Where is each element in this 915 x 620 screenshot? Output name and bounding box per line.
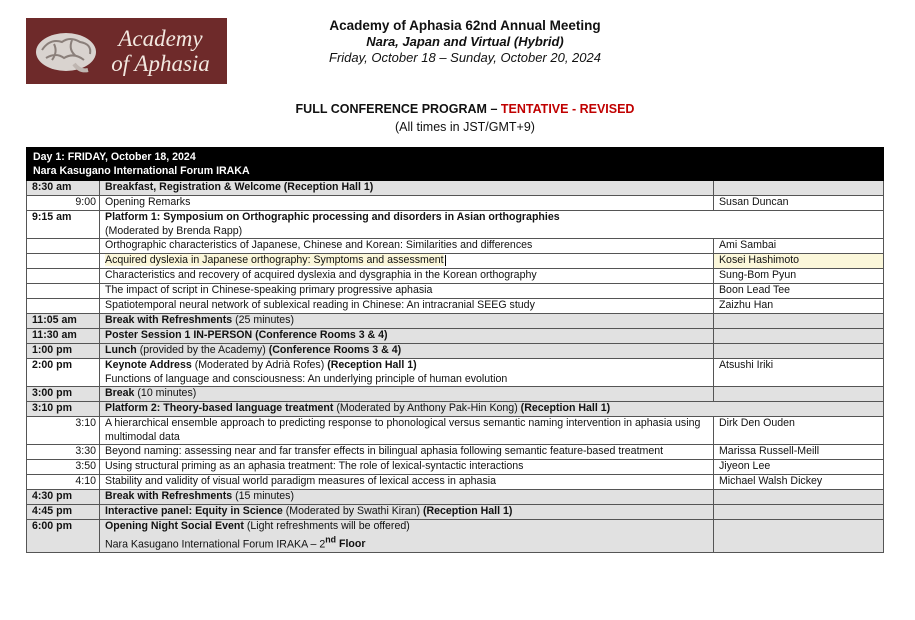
- row-moderator: (Moderated by Swathi Kiran): [282, 505, 423, 517]
- row-time: 3:10 pm: [27, 402, 100, 417]
- row-time: 4:30 pm: [27, 490, 100, 505]
- row-presenter: [713, 490, 883, 505]
- talk-presenter: Zaizhu Han: [713, 299, 883, 314]
- talk-presenter: Dirk Den Ouden: [713, 417, 883, 445]
- row-venue: Nara Kasugano International Forum IRAKA – 2: [105, 538, 326, 551]
- day-header-row: [27, 148, 884, 181]
- row-title: Keynote Address: [105, 359, 192, 371]
- row-note: (25 minutes): [232, 314, 294, 326]
- row-title: Break with Refreshments: [105, 314, 233, 326]
- talk-title: A hierarchical ensemble approach to predicting response to phonological versus semantic naming intervention in aphasia using multimodal data: [100, 417, 714, 445]
- row-time: 3:50: [27, 460, 100, 475]
- row-note: (provided by the Academy): [136, 344, 269, 356]
- schedule-row: [27, 344, 884, 359]
- talk-title: Acquired dyslexia in Japanese orthography: Symptoms and assessment: [105, 254, 444, 266]
- row-title: Opening Remarks: [100, 196, 714, 211]
- row-desc: [100, 402, 884, 417]
- row-time: 11:05 am: [27, 314, 100, 329]
- row-time: 3:30: [27, 445, 100, 460]
- row-presenter: Susan Duncan: [713, 196, 883, 211]
- talk-row: [27, 254, 884, 269]
- talk-presenter: Marissa Russell-Meill: [713, 445, 883, 460]
- row-presenter: [713, 505, 883, 520]
- row-time: 11:30 am: [27, 329, 100, 344]
- meeting-location: Nara, Japan and Virtual (Hybrid): [366, 34, 564, 49]
- row-room: (Reception Hall 1): [520, 402, 611, 414]
- talk-presenter: Sung-Bom Pyun: [713, 269, 883, 284]
- row-presenter: [713, 520, 883, 553]
- meeting-header: [300, 18, 630, 66]
- row-moderator: (Moderated by Anthony Pak-Hin Kong): [333, 402, 521, 414]
- talk-title: The impact of script in Chinese-speaking primary progressive aphasia: [100, 284, 714, 299]
- talk-title: Beyond naming: assessing near and far transfer effects in bilingual aphasia following semantic feature-based treatment: [100, 445, 714, 460]
- day-header: [27, 148, 884, 181]
- row-desc: [100, 211, 884, 239]
- row-presenter: [713, 181, 883, 196]
- talk-presenter: Ami Sambai: [713, 239, 883, 254]
- row-time: 2:00 pm: [27, 359, 100, 387]
- row-venue-end: Floor: [336, 538, 366, 551]
- meeting-title: Academy of Aphasia 62nd Annual Meeting: [329, 18, 601, 33]
- row-note: (10 minutes): [134, 387, 197, 399]
- schedule-row: [27, 181, 884, 196]
- row-time: [27, 284, 100, 299]
- row-desc: [100, 359, 714, 387]
- row-title: Platform 1: Symposium on Orthographic processing and disorders in Asian orthographies: [105, 211, 560, 223]
- row-time: [27, 299, 100, 314]
- row-presenter: [713, 387, 883, 402]
- talk-presenter: Kosei Hashimoto: [713, 254, 883, 269]
- row-desc: [100, 387, 714, 402]
- talk-row: [27, 460, 884, 475]
- row-presenter: [713, 344, 883, 359]
- row-time: 8:30 am: [27, 181, 100, 196]
- row-time: 9:00: [27, 196, 100, 211]
- row-desc: [100, 344, 714, 359]
- talk-presenter: Boon Lead Tee: [713, 284, 883, 299]
- text-cursor: [445, 255, 446, 266]
- row-room: (Reception Hall 1): [327, 359, 417, 371]
- row-title: Breakfast, Registration & Welcome (Reception Hall 1): [105, 181, 374, 193]
- schedule-row: [27, 329, 884, 344]
- row-venue-sup: nd: [325, 534, 337, 545]
- schedule-row: [27, 505, 884, 520]
- row-presenter: [713, 314, 883, 329]
- talk-row: [27, 299, 884, 314]
- talk-presenter: Jiyeon Lee: [713, 460, 883, 475]
- row-time: 6:00 pm: [27, 520, 100, 553]
- row-time: 3:00 pm: [27, 387, 100, 402]
- row-moderator: (Moderated by Brenda Rapp): [105, 224, 243, 237]
- row-desc: [100, 314, 714, 329]
- brain-icon: [34, 30, 98, 74]
- schedule-row: [27, 211, 884, 239]
- schedule-row: [27, 196, 884, 211]
- row-title: Platform 2: Theory-based language treatment: [105, 402, 334, 414]
- row-desc: [100, 181, 714, 196]
- talk-row: [27, 269, 884, 284]
- row-presenter: Atsushi Iriki: [713, 359, 883, 387]
- row-title: Break with Refreshments: [105, 490, 233, 502]
- row-title: Interactive panel: Equity in Science: [105, 505, 283, 517]
- schedule-row: [27, 402, 884, 417]
- talk-row: [27, 445, 884, 460]
- schedule-table: [26, 147, 884, 553]
- talk-title: Using structural priming as an aphasia treatment: The role of lexical-syntactic interactions: [100, 460, 714, 475]
- talk-row: [27, 475, 884, 490]
- schedule-row: [27, 490, 884, 505]
- row-desc: [100, 505, 714, 520]
- talk-title: Stability and validity of visual world paradigm measures of lexical access in aphasia: [100, 475, 714, 490]
- row-note: (Light refreshments will be offered): [243, 520, 410, 532]
- day-venue: Nara Kasugano International Forum IRAKA: [33, 165, 250, 177]
- meeting-dates: Friday, October 18 – Sunday, October 20, 2024: [329, 50, 601, 65]
- row-time: [27, 269, 100, 284]
- talk-presenter: Michael Walsh Dickey: [713, 475, 883, 490]
- row-time: 4:45 pm: [27, 505, 100, 520]
- schedule-row: [27, 387, 884, 402]
- schedule-row: [27, 520, 884, 553]
- logo-text: [98, 26, 223, 76]
- row-desc: [100, 490, 714, 505]
- row-desc: [100, 329, 714, 344]
- program-title-text: FULL CONFERENCE PROGRAM –: [295, 102, 501, 116]
- schedule-row: [27, 314, 884, 329]
- row-moderator: (Moderated by Adrià Rofes): [191, 359, 328, 371]
- talk-row: [27, 239, 884, 254]
- row-note: (15 minutes): [232, 490, 294, 502]
- day-title: Day 1: FRIDAY, October 18, 2024: [33, 151, 196, 163]
- talk-cell[interactable]: [100, 254, 714, 269]
- row-desc: [100, 520, 714, 553]
- timezone-note: (All times in JST/GMT+9): [395, 120, 535, 134]
- logo-line-1: Academy: [118, 26, 203, 51]
- logo-line-2: of Aphasia: [111, 51, 210, 76]
- row-room: (Conference Rooms 3 & 4): [268, 344, 402, 356]
- row-title: Lunch: [105, 344, 137, 356]
- talk-title: Spatiotemporal neural network of sublexical reading in Chinese: An intracranial SEEG study: [100, 299, 714, 314]
- talk-title: Characteristics and recovery of acquired dyslexia and dysgraphia in the Korean orthography: [100, 269, 714, 284]
- talk-row: [27, 284, 884, 299]
- row-time: 1:00 pm: [27, 344, 100, 359]
- academy-logo: [26, 18, 227, 84]
- program-status: TENTATIVE - REVISED: [500, 102, 635, 116]
- row-room: (Reception Hall 1): [422, 505, 513, 517]
- row-presenter: [713, 329, 883, 344]
- talk-row: [27, 417, 884, 445]
- row-time: 4:10: [27, 475, 100, 490]
- row-time: [27, 254, 100, 269]
- talk-title: Orthographic characteristics of Japanese, Chinese and Korean: Similarities and differences: [100, 239, 714, 254]
- row-title: Break: [105, 387, 135, 399]
- row-title: Opening Night Social Event: [105, 520, 244, 532]
- program-title: [200, 102, 730, 117]
- row-subtitle: Functions of language and consciousness: An underlying principle of human evolution: [105, 372, 508, 385]
- row-time: [27, 239, 100, 254]
- row-title: Poster Session 1 IN-PERSON (Conference Rooms 3 & 4): [105, 329, 388, 341]
- row-time: 9:15 am: [27, 211, 100, 239]
- schedule-row: [27, 359, 884, 387]
- row-time: 3:10: [27, 417, 100, 445]
